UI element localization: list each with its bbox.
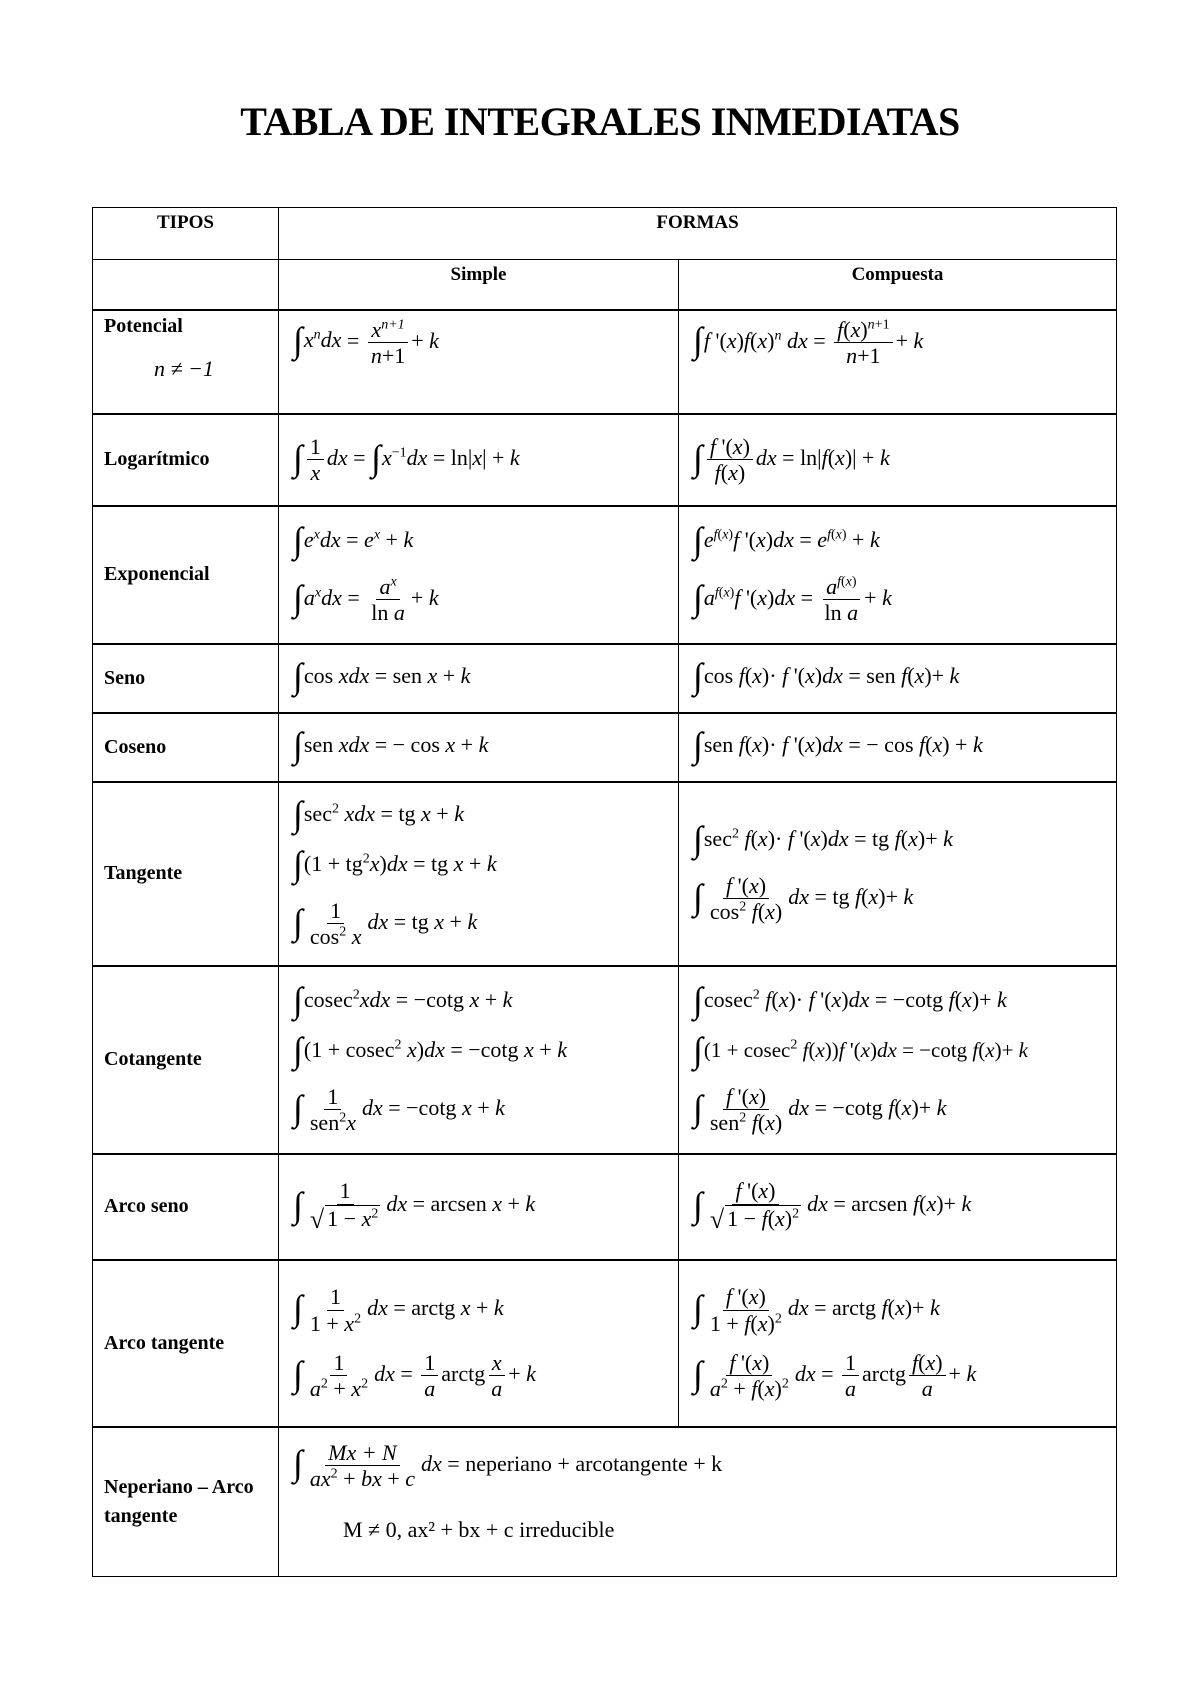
row-arco-seno: [93, 1154, 1117, 1260]
tipo-label: Coseno: [93, 713, 279, 782]
row-logaritmico: [93, 414, 1117, 506]
compuesta-formula-cell: [679, 506, 1117, 644]
neperiano-formula-cell: [279, 1427, 1117, 1577]
formula: ∫ $\frac{Mx + N}{ax^2 + bx + c}$ dx = neperiano + arcotangente + k: [293, 1439, 723, 1491]
simple-formula-cell: [279, 414, 679, 506]
formula: ∫cosec$^2$xdx = −cotg x + k: [293, 979, 513, 1020]
tipo-label: Tangente: [93, 782, 279, 966]
formula: ∫cos f(x)· f '(x)dx = sen f(x)+ k: [693, 656, 960, 696]
row-seno: [93, 644, 1117, 713]
simple-formula-cell: [279, 782, 679, 966]
tipo-label: Logarítmico: [93, 414, 279, 506]
simple-formula-cell: [279, 644, 679, 713]
formula: $\int x^ndx$ = $\frac{x^{n+1}}{n+1}$ + k: [293, 316, 439, 368]
simple-formula-cell: [279, 966, 679, 1154]
formula: ∫cosec$^2$ f(x)· f '(x)dx = −cotg f(x)+ k: [693, 979, 1007, 1020]
compuesta-formula-cell: [679, 644, 1117, 713]
row-neperiano-arco-tangente: [93, 1427, 1117, 1577]
formula: ∫ $\frac{f '(x)}{\cos^2 f(x)}$ dx = tg f(x)+ k: [693, 872, 914, 924]
compuesta-formula-cell: [679, 966, 1117, 1154]
compuesta-formula-cell: [679, 1154, 1117, 1260]
formula: ∫ $\frac{f '(x)}{a^2 + f(x)^2}$ dx = $\frac{1}{a}$ arctg $\frac{f(x)}{a}$ + k: [693, 1350, 977, 1402]
formula: ∫cos xdx = sen x + k: [293, 656, 471, 696]
tipo-label: Cotangente: [93, 966, 279, 1154]
header-compuesta: Compuesta: [679, 260, 1117, 310]
formula: ∫f '$(x)f(x)^n$ dx = $\frac{f(x)^{n+1}}{n+1}$ + k: [693, 316, 924, 368]
formula: ∫ $\frac{1}{a^2 + x^2}$ dx = $\frac{1}{a}$ arctg $\frac{x}{a}$ + k: [293, 1350, 536, 1402]
simple-formula-cell: [279, 1154, 679, 1260]
formula: $\int e^{f(x)}f$ '$(x)dx = e^{f(x)} + k$: [693, 519, 880, 560]
compuesta-formula-cell: [679, 1260, 1117, 1427]
row-coseno: [93, 713, 1117, 782]
formula: ∫sen xdx = − cos x + k: [293, 725, 489, 765]
tipo-label: Arco tangente: [93, 1260, 279, 1427]
simple-formula-cell: [279, 1260, 679, 1427]
header-empty-cell: [93, 260, 279, 310]
formula: ∫ $\frac{1}{√ 1 - x^2}$ dx = arcsen x + k: [293, 1178, 536, 1234]
simple-formula-cell: [279, 310, 679, 414]
formula: ∫sen f(x)· f '(x)dx = − cos f(x) + k: [693, 725, 983, 765]
simple-formula-cell: [279, 506, 679, 644]
header-tipos: TIPOS: [93, 208, 279, 260]
formula: $\int(1 + tg^2x)dx$ = tg x + k: [293, 843, 497, 884]
formula: ∫(1 + cosec$^2$ f(x))f '(x)dx = −cotg f(x)+ k: [693, 1029, 1028, 1070]
integrals-table: [92, 207, 1117, 1577]
tipo-label: Arco seno: [93, 1154, 279, 1260]
formula: $\int a^{f(x)}f$ '(x)dx = $\frac{a^{f(x)}}{\text{ln a}}$ + k: [693, 573, 892, 625]
header-simple: Simple: [279, 260, 679, 310]
formula: ∫ $\frac{f '(x)}{√ 1 - f(x)^2}$ dx = arcsen f(x)+ k: [693, 1178, 972, 1234]
compuesta-formula-cell: [679, 782, 1117, 966]
row-potencial: [93, 310, 1117, 414]
row-exponencial: [93, 506, 1117, 644]
formula: $\int\sec^2$ xdx = tg x + k: [293, 793, 464, 834]
compuesta-formula-cell: [679, 713, 1117, 782]
neperiano-rhs: = neperiano + arcotangente + k: [447, 1450, 723, 1476]
formula: ∫(1 + cosec$^2$ x)dx = −cotg x + k: [293, 1029, 567, 1070]
row-cotangente: [93, 966, 1117, 1154]
row-arco-tangente: [93, 1260, 1117, 1427]
row-tangente: [93, 782, 1117, 966]
formula: ∫ $\frac{1}{\cos^2 x}$ dx = tg x + k: [293, 897, 478, 949]
formula: ∫ $\frac{1}{1 + x^2}$ dx = arctg x + k: [293, 1284, 504, 1336]
header-formas: FORMAS: [279, 208, 1117, 260]
compuesta-formula-cell: [679, 414, 1117, 506]
formula: ∫ $\frac{f '(x)}{1 + f(x)^2}$ dx = arctg f(x)+ k: [693, 1284, 940, 1336]
formula: ∫ $\frac{1}{sen^2x}$ dx = −cotg x + k: [293, 1083, 505, 1135]
compuesta-formula-cell: [679, 310, 1117, 414]
tipo-label: Seno: [93, 644, 279, 713]
tipo-note: n ≠ −1: [154, 355, 214, 381]
tipo-label: Neperiano – Arco tangente: [93, 1427, 279, 1577]
formula: $\int a^xdx$ = $\frac{a^x}{\text{ln a}}$ + k: [293, 573, 439, 625]
page-title: TABLA DE INTEGRALES INMEDIATAS: [240, 99, 960, 144]
tipo-cell: [93, 310, 279, 414]
neperiano-condition: M ≠ 0, ax² + bx + c irreducible: [343, 1517, 615, 1543]
formula: ∫ $\frac{f '(x)}{sen^2 f(x)}$ dx = −cotg f(x)+ k: [693, 1083, 947, 1135]
simple-formula-cell: [279, 713, 679, 782]
tipo-label: Potencial: [104, 314, 183, 337]
formula: $\int\sec^2$ f(x)· f '(x)dx = tg f(x)+ k: [693, 818, 953, 859]
formula: ∫ $\frac{f '(x)}{f(x)}$ dx = ln|f(x)| + k: [693, 433, 890, 485]
formula: $\int e^xdx = e^x + k$: [293, 519, 414, 560]
tipo-label: Exponencial: [93, 506, 279, 644]
formula: ∫ $\frac{1}{x}$ dx = $\int x^{-1}dx = \ln|x| + k$: [293, 433, 520, 485]
